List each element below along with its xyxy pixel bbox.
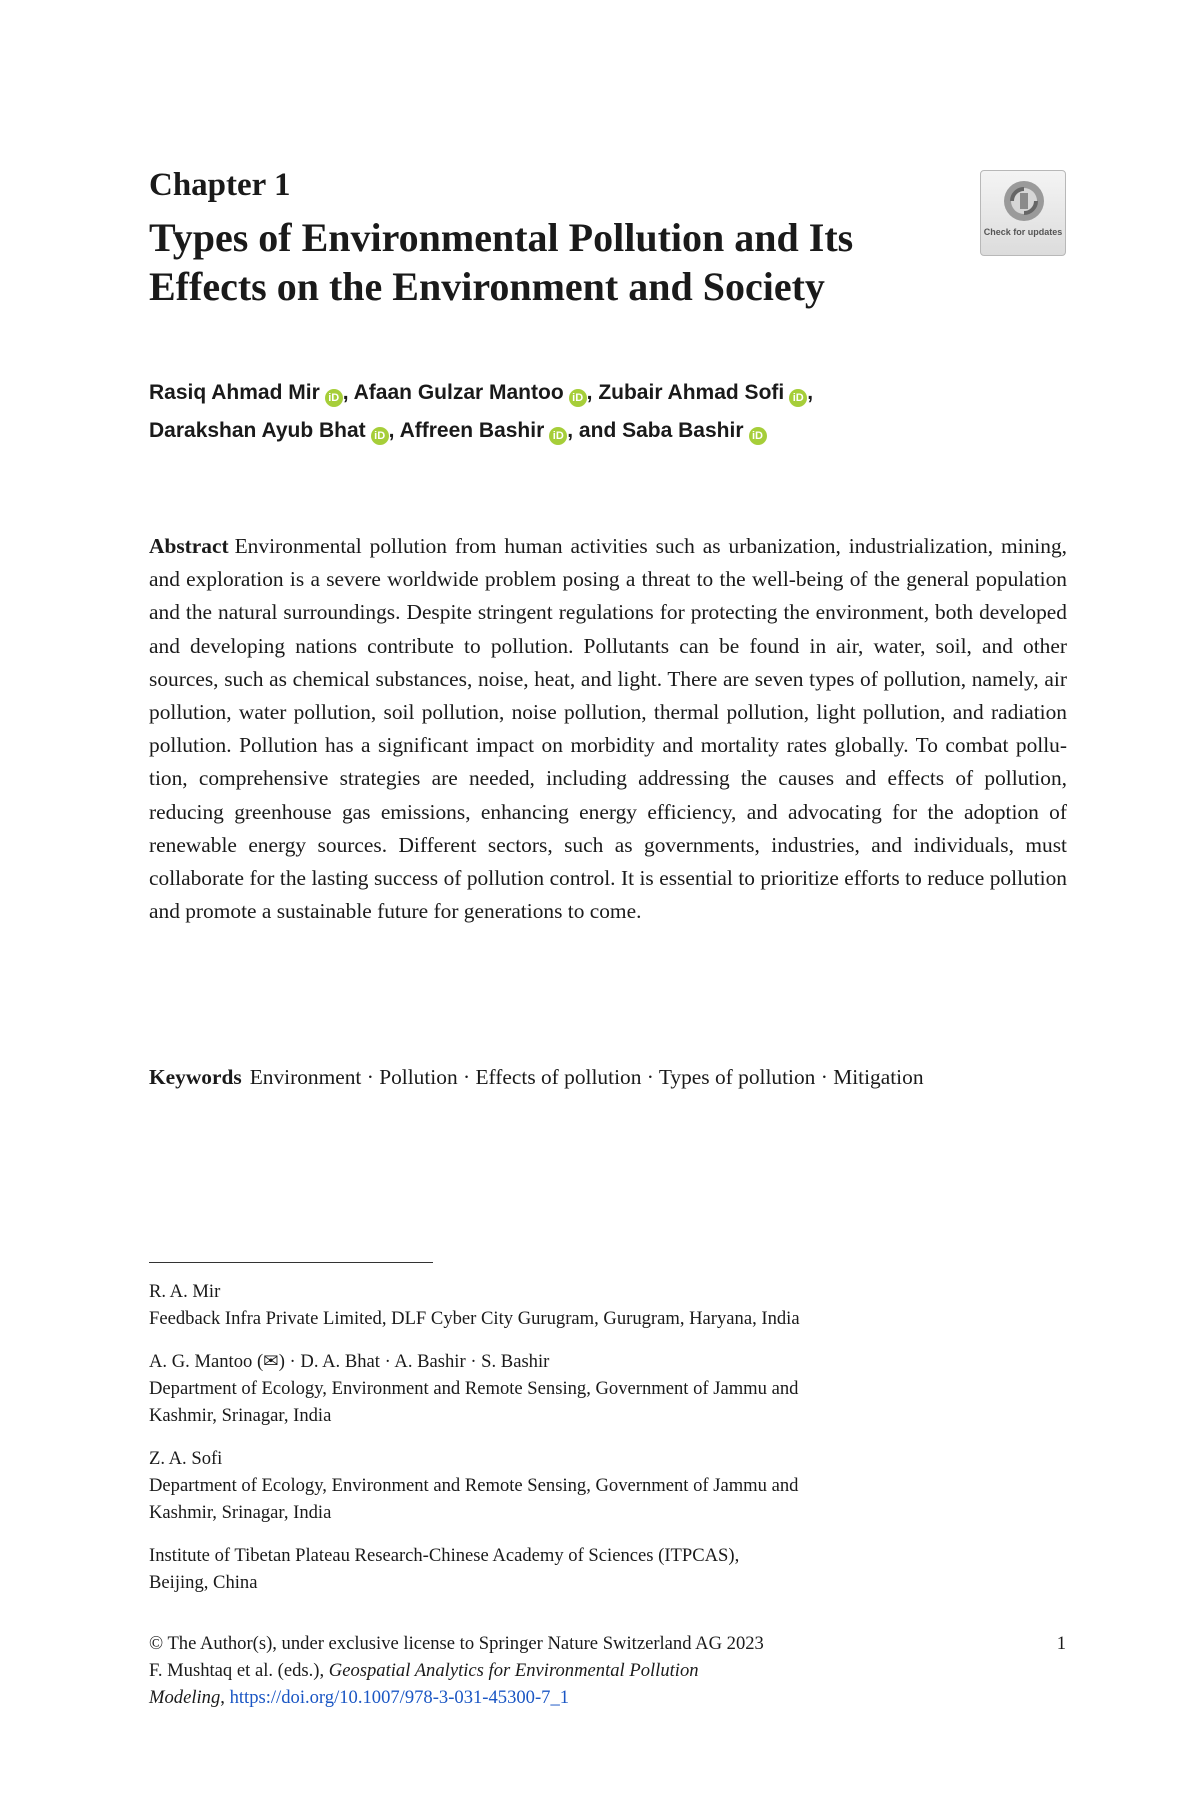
- orcid-icon[interactable]: iD: [371, 427, 389, 445]
- author-name[interactable]: Darakshan Ayub Bhat: [149, 419, 366, 442]
- affiliation-line: Beijing, China: [149, 1572, 258, 1593]
- orcid-icon[interactable]: iD: [789, 389, 807, 407]
- author-line-1: [149, 374, 1069, 412]
- book-title: Geospatial Analytics for Environmental Pollution: [328, 1660, 699, 1681]
- affiliation-line: Kashmir, Srinagar, India: [149, 1405, 332, 1426]
- citation-line-2: [149, 1684, 1069, 1711]
- author-separator: ,: [342, 381, 354, 404]
- author-name[interactable]: Saba Bashir: [622, 419, 744, 442]
- license-block: [149, 1630, 1069, 1711]
- author-name[interactable]: Rasiq Ahmad Mir: [149, 381, 320, 404]
- affiliation-authors: Z. A. Sofi: [149, 1448, 223, 1469]
- orcid-icon[interactable]: iD: [325, 389, 343, 407]
- doi-link[interactable]: https://doi.org/10.1007/978-3-031-45300-7_1: [229, 1687, 570, 1708]
- author-name[interactable]: Zubair Ahmad Sofi: [598, 381, 785, 404]
- chapter-label: Chapter 1: [149, 167, 291, 203]
- affiliation-line: Department of Ecology, Environment and Remote Sensing, Government of Jammu and: [149, 1475, 799, 1496]
- author-separator: ,: [586, 381, 599, 404]
- author-line-2: [149, 412, 1069, 450]
- author-separator: , and: [567, 419, 623, 442]
- affiliation-block: [149, 1445, 1029, 1526]
- chapter-title-line-2: Effects on the Environment and Society: [149, 264, 825, 309]
- author-list: [149, 374, 1069, 450]
- keywords-paragraph: [149, 1061, 1067, 1094]
- book-title-cont: Modeling: [149, 1687, 221, 1708]
- keywords-text: Environment · Pollution · Effects of pollution · Types of pollution · Mitigation: [249, 1065, 924, 1089]
- affiliation-line: Feedback Infra Private Limited, DLF Cyber City Gurugram, Gurugram, Haryana, India: [149, 1308, 800, 1329]
- page-number: 1: [1056, 1633, 1066, 1654]
- chapter-title-line-1: Types of Environmental Pollution and Its: [149, 215, 854, 260]
- orcid-icon[interactable]: iD: [549, 427, 567, 445]
- author-name[interactable]: Afaan Gulzar Mantoo: [353, 381, 564, 404]
- author-name[interactable]: Affreen Bashir: [399, 419, 545, 442]
- check-for-updates-button[interactable]: [980, 170, 1066, 256]
- doi-separator: ,: [220, 1687, 230, 1708]
- affiliation-block: [149, 1348, 1029, 1429]
- author-separator: ,: [807, 381, 814, 404]
- affiliation-block: [149, 1278, 1029, 1332]
- citation-line-1: [149, 1657, 1069, 1684]
- copyright-line: © The Author(s), under exclusive license to Springer Nature Switzerland AG 2023: [149, 1633, 764, 1654]
- affiliation-line: Kashmir, Srinagar, India: [149, 1502, 332, 1523]
- affiliation-line: Institute of Tibetan Plateau Research-Chinese Academy of Sciences (ITPCAS),: [149, 1545, 740, 1566]
- orcid-icon[interactable]: iD: [749, 427, 767, 445]
- footnote-divider: [149, 1262, 433, 1263]
- check-for-updates-icon: [1002, 179, 1046, 223]
- affiliation-authors: A. G. Mantoo (✉) · D. A. Bhat · A. Bashir · S. Bashir: [149, 1351, 550, 1372]
- abstract-label: Abstract: [149, 534, 229, 558]
- orcid-icon[interactable]: iD: [569, 389, 587, 407]
- affiliation-footnotes: [149, 1278, 1029, 1612]
- abstract-paragraph: [149, 530, 1067, 928]
- author-separator: ,: [388, 419, 400, 442]
- abstract-text: Environmental pollution from human activities such as urbanization, industrialization, mining, and exploration is a severe worldwide problem posing a threat to the well-being of the general population and the natural surroundings. Despite stringent regulations for protecting the environment, both developed and developing nations contribute to pollution. Pollutants can be found in air, water, soil, and other sources, such as chemical substances, noise, heat, and light. There are seven types of pollution, namely, air pollution, water pollution, soil pollution, noise pollution, thermal pollution, light pollution, and radiation pollution. Pollution has a significant impact on morbidity and mortality rates globally. To combat pollution, comprehensive strategies are needed, including addressing the causes and effects of pollution, reducing greenhouse gas emissions, enhancing energy efficiency, and advocating for the adoption of renewable energy sources. Different sectors, such as governments, industries, and individuals, must collaborate for the lasting success of pollution control. It is essential to prioritize efforts to reduce pollution and promote a sustainable future for generations to come.: [149, 534, 1067, 924]
- keywords-label: Keywords: [149, 1065, 242, 1089]
- affiliation-block: [149, 1542, 1029, 1596]
- chapter-title: [149, 213, 969, 311]
- check-for-updates-label: Check for updates: [983, 227, 1063, 237]
- affiliation-authors: R. A. Mir: [149, 1281, 221, 1302]
- editors-text: F. Mushtaq et al. (eds.),: [149, 1660, 329, 1681]
- affiliation-line: Department of Ecology, Environment and Remote Sensing, Government of Jammu and: [149, 1378, 799, 1399]
